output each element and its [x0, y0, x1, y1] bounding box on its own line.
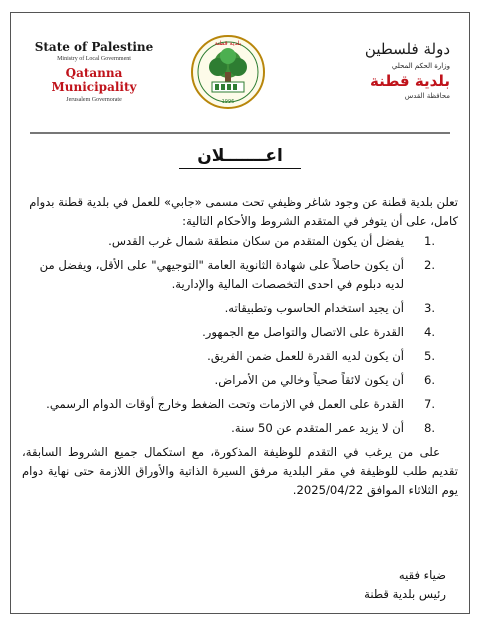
item-number: 2. [424, 258, 436, 272]
announcement-title-text: اعـــــــلان [179, 146, 301, 169]
closing-text: على من يرغب في التقدم للوظيفة المذكورة، مع استكمال جميع الشروط السابقة، تقديم طلب للوظيفة في مقر البلدية مرفق السيرة الذاتية والأوراق اللازمة حتى نهاية دوام يوم الثلاثاء الموافق 2025/04/22. [22, 445, 458, 497]
english-ministry-name: Ministry of Local Government [57, 56, 131, 62]
item-number: 5. [424, 349, 436, 363]
header-english [34, 40, 154, 103]
item-number: 1. [424, 234, 436, 248]
item-number: 4. [424, 325, 436, 339]
item-text: القدرة على العمل في الازمات وتحت الضغط وخارج أوقات الدوام الرسمي. [46, 397, 404, 411]
item-text: أن لا يزيد عمر المتقدم عن 50 سنة. [231, 421, 404, 435]
item-number: 3. [424, 301, 436, 315]
announcement-title [0, 146, 480, 166]
signature-block [0, 566, 446, 604]
list-item [22, 419, 458, 438]
header-arabic [340, 40, 450, 100]
closing-paragraph [22, 443, 458, 500]
english-governorate-name: Jerusalem Governorate [66, 97, 122, 103]
item-text: أن يكون لائقاً صحياً وخالي من الأمراض. [214, 373, 404, 387]
header-divider [30, 132, 450, 134]
announcement-body [22, 193, 458, 500]
item-number: 7. [424, 397, 436, 411]
item-text: يفضل أن يكون المتقدم من سكان منطقة شمال غرب القدس. [108, 234, 404, 248]
item-text: أن يجيد استخدام الحاسوب وتطبيقاته. [224, 301, 404, 315]
arabic-municipality-name: بلدية قطنة [369, 72, 450, 90]
list-item [22, 299, 458, 318]
intro-paragraph: تعلن بلدية قطنة عن وجود شاغر وظيفي تحت مسمى «جابي» للعمل في بلدية قطنة بدوام كامل، على أن يتوفر في المتقدم الشروط والأحكام التالية: [29, 195, 458, 228]
english-state-name: State of Palestine [34, 40, 154, 54]
list-item [22, 323, 458, 342]
list-item [22, 347, 458, 366]
list-item [22, 256, 458, 294]
item-text: أن يكون حاصلاً على شهادة الثانوية العامة "التوجيهي" على الأقل، ويفضل من لديه دبلوم في احدى التخصصات المالية والإدارية. [39, 258, 404, 291]
arabic-governorate-name: محافظة القدس [404, 92, 450, 100]
signatory-name: ضياء فقيه [398, 568, 446, 582]
list-item [22, 371, 458, 390]
item-number: 8. [424, 421, 436, 435]
item-number: 6. [424, 373, 436, 387]
municipality-seal-logo [190, 34, 266, 110]
item-text: أن يكون لديه القدرة للعمل ضمن الفريق. [207, 349, 404, 363]
list-item [22, 232, 458, 251]
arabic-ministry-name: وزارة الحكم المحلي [391, 62, 450, 70]
conditions-list [22, 232, 458, 438]
english-municipality-name: Qatanna Municipality [51, 66, 137, 94]
list-item [22, 395, 458, 414]
seal-bottom-text: 1996 [221, 99, 235, 105]
seal-top-text: بلدية قطنة [214, 40, 242, 47]
signatory-role: رئيس بلدية قطنة [364, 587, 446, 601]
item-text: القدرة على الاتصال والتواصل مع الجمهور. [202, 325, 404, 339]
arabic-state-name: دولة فلسطين [364, 40, 450, 58]
